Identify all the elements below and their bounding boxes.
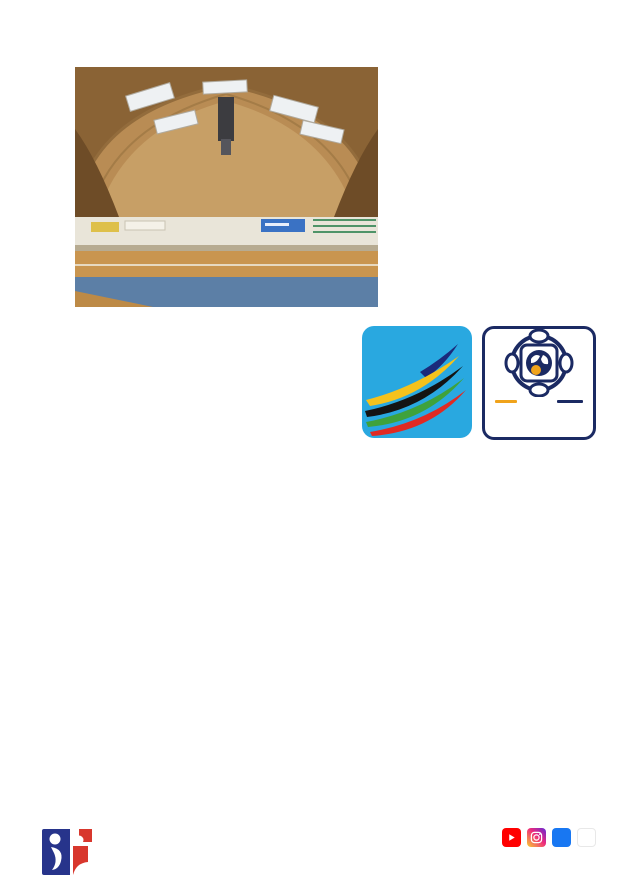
article-body	[0, 65, 630, 464]
ikf-swoosh-graphic	[362, 326, 472, 438]
ikf-federation-logo	[362, 326, 472, 438]
u19-world-championship-logo	[482, 326, 596, 440]
youtube-icon[interactable]	[502, 828, 521, 847]
association-block	[42, 829, 104, 875]
team-photo	[75, 67, 378, 307]
footer	[42, 826, 596, 882]
u19-logo-smallprint	[495, 400, 583, 403]
facebook-icon[interactable]	[552, 828, 571, 847]
paragraph-3	[42, 324, 596, 464]
social-block	[502, 828, 596, 851]
header	[0, 0, 630, 40]
gym-team-photo-illustration	[75, 67, 378, 307]
u19-logo-emblem	[493, 329, 585, 397]
instagram-icon[interactable]	[527, 828, 546, 847]
tournament-logos	[362, 326, 596, 440]
cks-logo	[42, 829, 94, 875]
social-icons-row	[502, 828, 596, 847]
tiktok-icon[interactable]	[577, 828, 596, 847]
paragraph-1	[42, 65, 596, 310]
